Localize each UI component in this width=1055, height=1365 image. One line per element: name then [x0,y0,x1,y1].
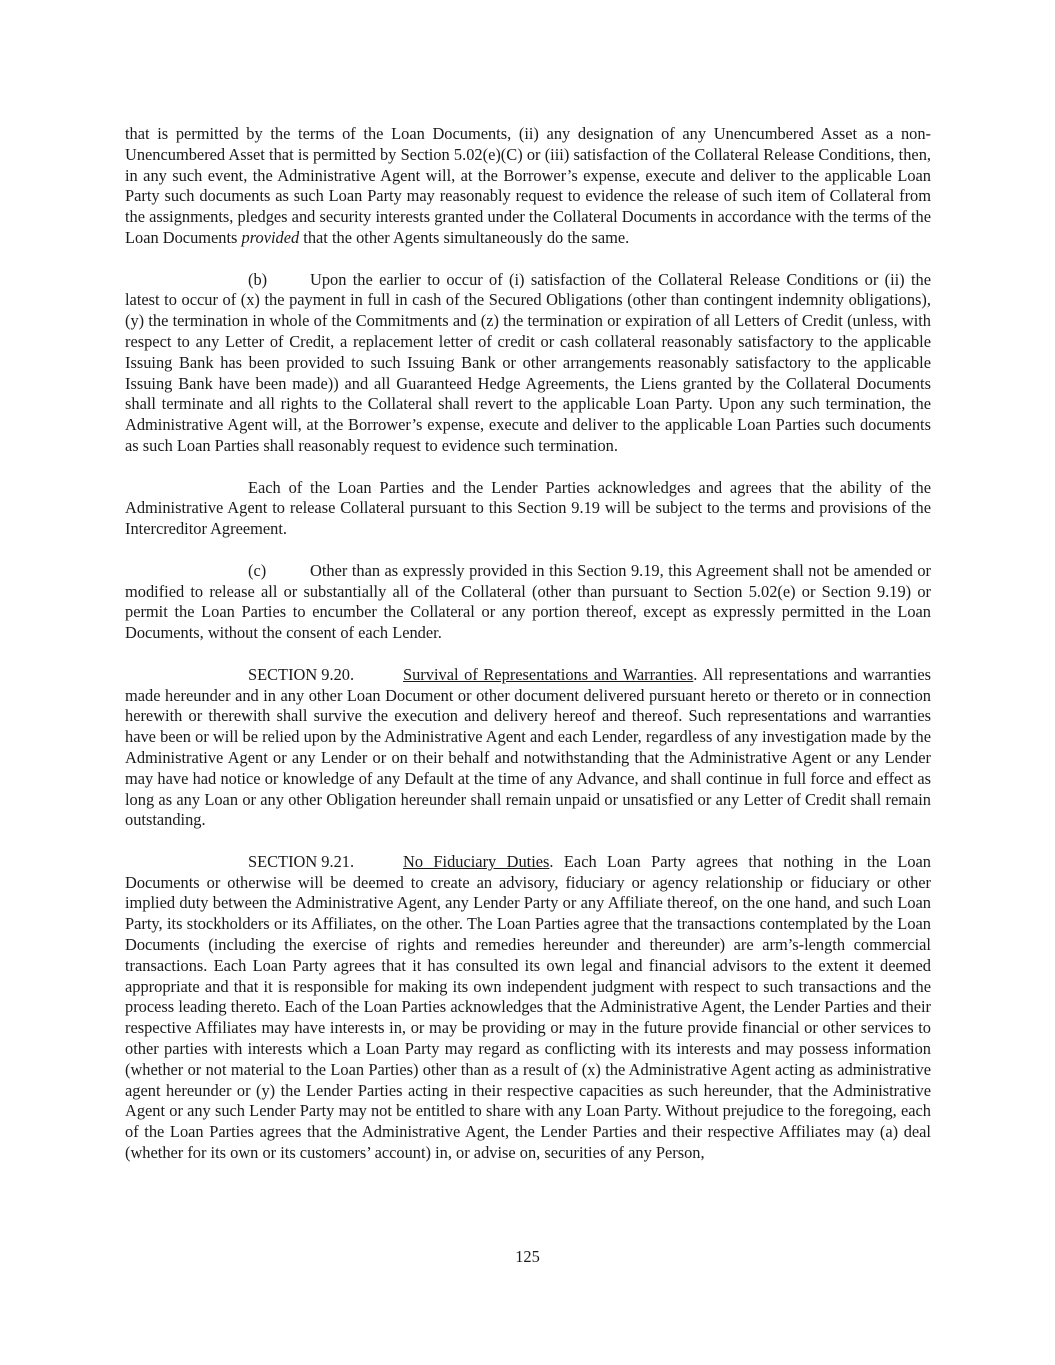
section-9-21-heading: No Fiduciary Duties [403,851,550,871]
document-page [125,124,931,1185]
section-9-20 [125,665,931,831]
section-9-21-text: . Each Loan Party agrees that nothing in the Loan Documents or otherwise will be deemed to create an advisory, fiduciary or agency relationship or fiduciary or other implied duty between the Administrative Agent, any Lender Party or any Affiliate thereof, on the one hand, and such Loan Party, its stockholders or its Affiliates, on the other. The Loan Parties agree that the transactions contemplated by the Loan Documents (including the exercise of rights and remedies hereunder and thereunder) are arm’s-length commercial transactions. Each Loan Party agrees that it has consulted its own legal and financial advisors to the extent it deemed appropriate and that it is responsible for making its own independent judgment with respect to such transactions and the process leading thereto. Each of the Loan Parties acknowledges that the Administrative Agent, the Lender Parties and their respective Affiliates may have interests in, or may be providing or may in the future provide financial or other services to other parties with interests which a Loan Party may regard as conflicting with its interests and may possess information (whether or not material to the Loan Parties) other than as a result of (x) the Administrative Agent acting as administrative agent hereunder or (y) the Lender Parties acting in their respective capacities as such hereunder, that the Administrative Agent or any such Lender Party may not be entitled to share with any Loan Party. Without prejudice to the foregoing, each of the Loan Parties agrees that the Administrative Agent, the Lender Parties and their respective Affiliates may (a) deal (whether for its own or its customers’ account) in, or advise on, securities of any Person, [125,851,931,1163]
clause-label-c: (c) [248,560,267,580]
paragraph-continuation [125,124,931,249]
section-9-20-number: SECTION 9.20. [248,664,355,684]
page-number: 125 [515,1247,540,1266]
section-9-20-text: . All representations and warranties made hereunder and in any other Loan Document or other document delivered pursuant hereto or thereto or in connection herewith or therewith shall survive the execution and delivery hereof and thereof. Such representations and warranties have been or will be relied upon by the Administrative Agent and each Lender, regardless of any investigation made by the Administrative Agent or any Lender or on their behalf and notwithstanding that the Administrative Agent or any Lender may have had notice or knowledge of any Default at the time of any Advance, and shall continue in full force and effect as long as any Loan or any other Obligation hereunder shall remain unpaid or unsatisfied or any Letter of Credit shall remain outstanding. [125,664,931,830]
section-9-21-number: SECTION 9.21. [248,851,355,871]
paragraph-acknowledgement-text: Each of the Loan Parties and the Lender Parties acknowledges and agrees that the ability of the Administrative Agent to release Collateral pursuant to this Section 9.19 will be subject to the terms and provisions of the Intercreditor Agreement. [125,477,931,539]
paragraph-text-end: that the other Agents simultaneously do the same. [299,227,630,247]
clause-label-b: (b) [248,269,268,289]
paragraph-c [125,561,931,644]
section-9-21 [125,852,931,1164]
section-9-20-heading: Survival of Representations and Warranties [403,664,694,684]
paragraph-acknowledgement [125,478,931,540]
paragraph-b-text: Upon the earlier to occur of (i) satisfaction of the Collateral Release Conditions or (ii) the latest to occur of (x) the payment in full in cash of the Secured Obligations (other than contingent indemnity obligations), (y) the termination in whole of the Commitments and (z) the termination or expiration of all Letters of Credit (unless, with respect to any Letter of Credit, a replacement letter of credit or cash collateral reasonably satisfactory to the applicable Issuing Bank has been provided to such Issuing Bank or other arrangements reasonably satisfactory to the applicable Issuing Bank have been made)) and all Guaranteed Hedge Agreements, the Liens granted by the Collateral Documents shall terminate and all rights to the Collateral shall revert to the applicable Loan Party. Upon any such termination, the Administrative Agent will, at the Borrower’s expense, execute and deliver to the applicable Loan Parties such documents as such Loan Parties shall reasonably request to evidence such termination. [125,269,931,455]
paragraph-c-text: Other than as expressly provided in this Section 9.19, this Agreement shall not be amended or modified to release all or substantially all of the Collateral (other than pursuant to Section 5.02(e) or Section 9.19) or permit the Loan Parties to encumber the Collateral or any portion thereof, except as expressly permitted in the Loan Documents, without the consent of each Lender. [125,560,931,643]
paragraph-b [125,270,931,457]
paragraph-text: that is permitted by the terms of the Loan Documents, (ii) any designation of any Unencumbered Asset as a non-Unencumbered Asset that is permitted by Section 5.02(e)(C) or (iii) satisfaction of the Collateral Release Conditions, then, in any such event, the Administrative Agent will, at the Borrower’s expense, execute and deliver to the applicable Loan Party such documents as such Loan Party may reasonably request to evidence the release of such item of Collateral from the assignments, pledges and security interests granted under the Collateral Documents in accordance with the terms of the Loan Documents [125,124,931,247]
provided-emphasis: provided [241,227,300,247]
